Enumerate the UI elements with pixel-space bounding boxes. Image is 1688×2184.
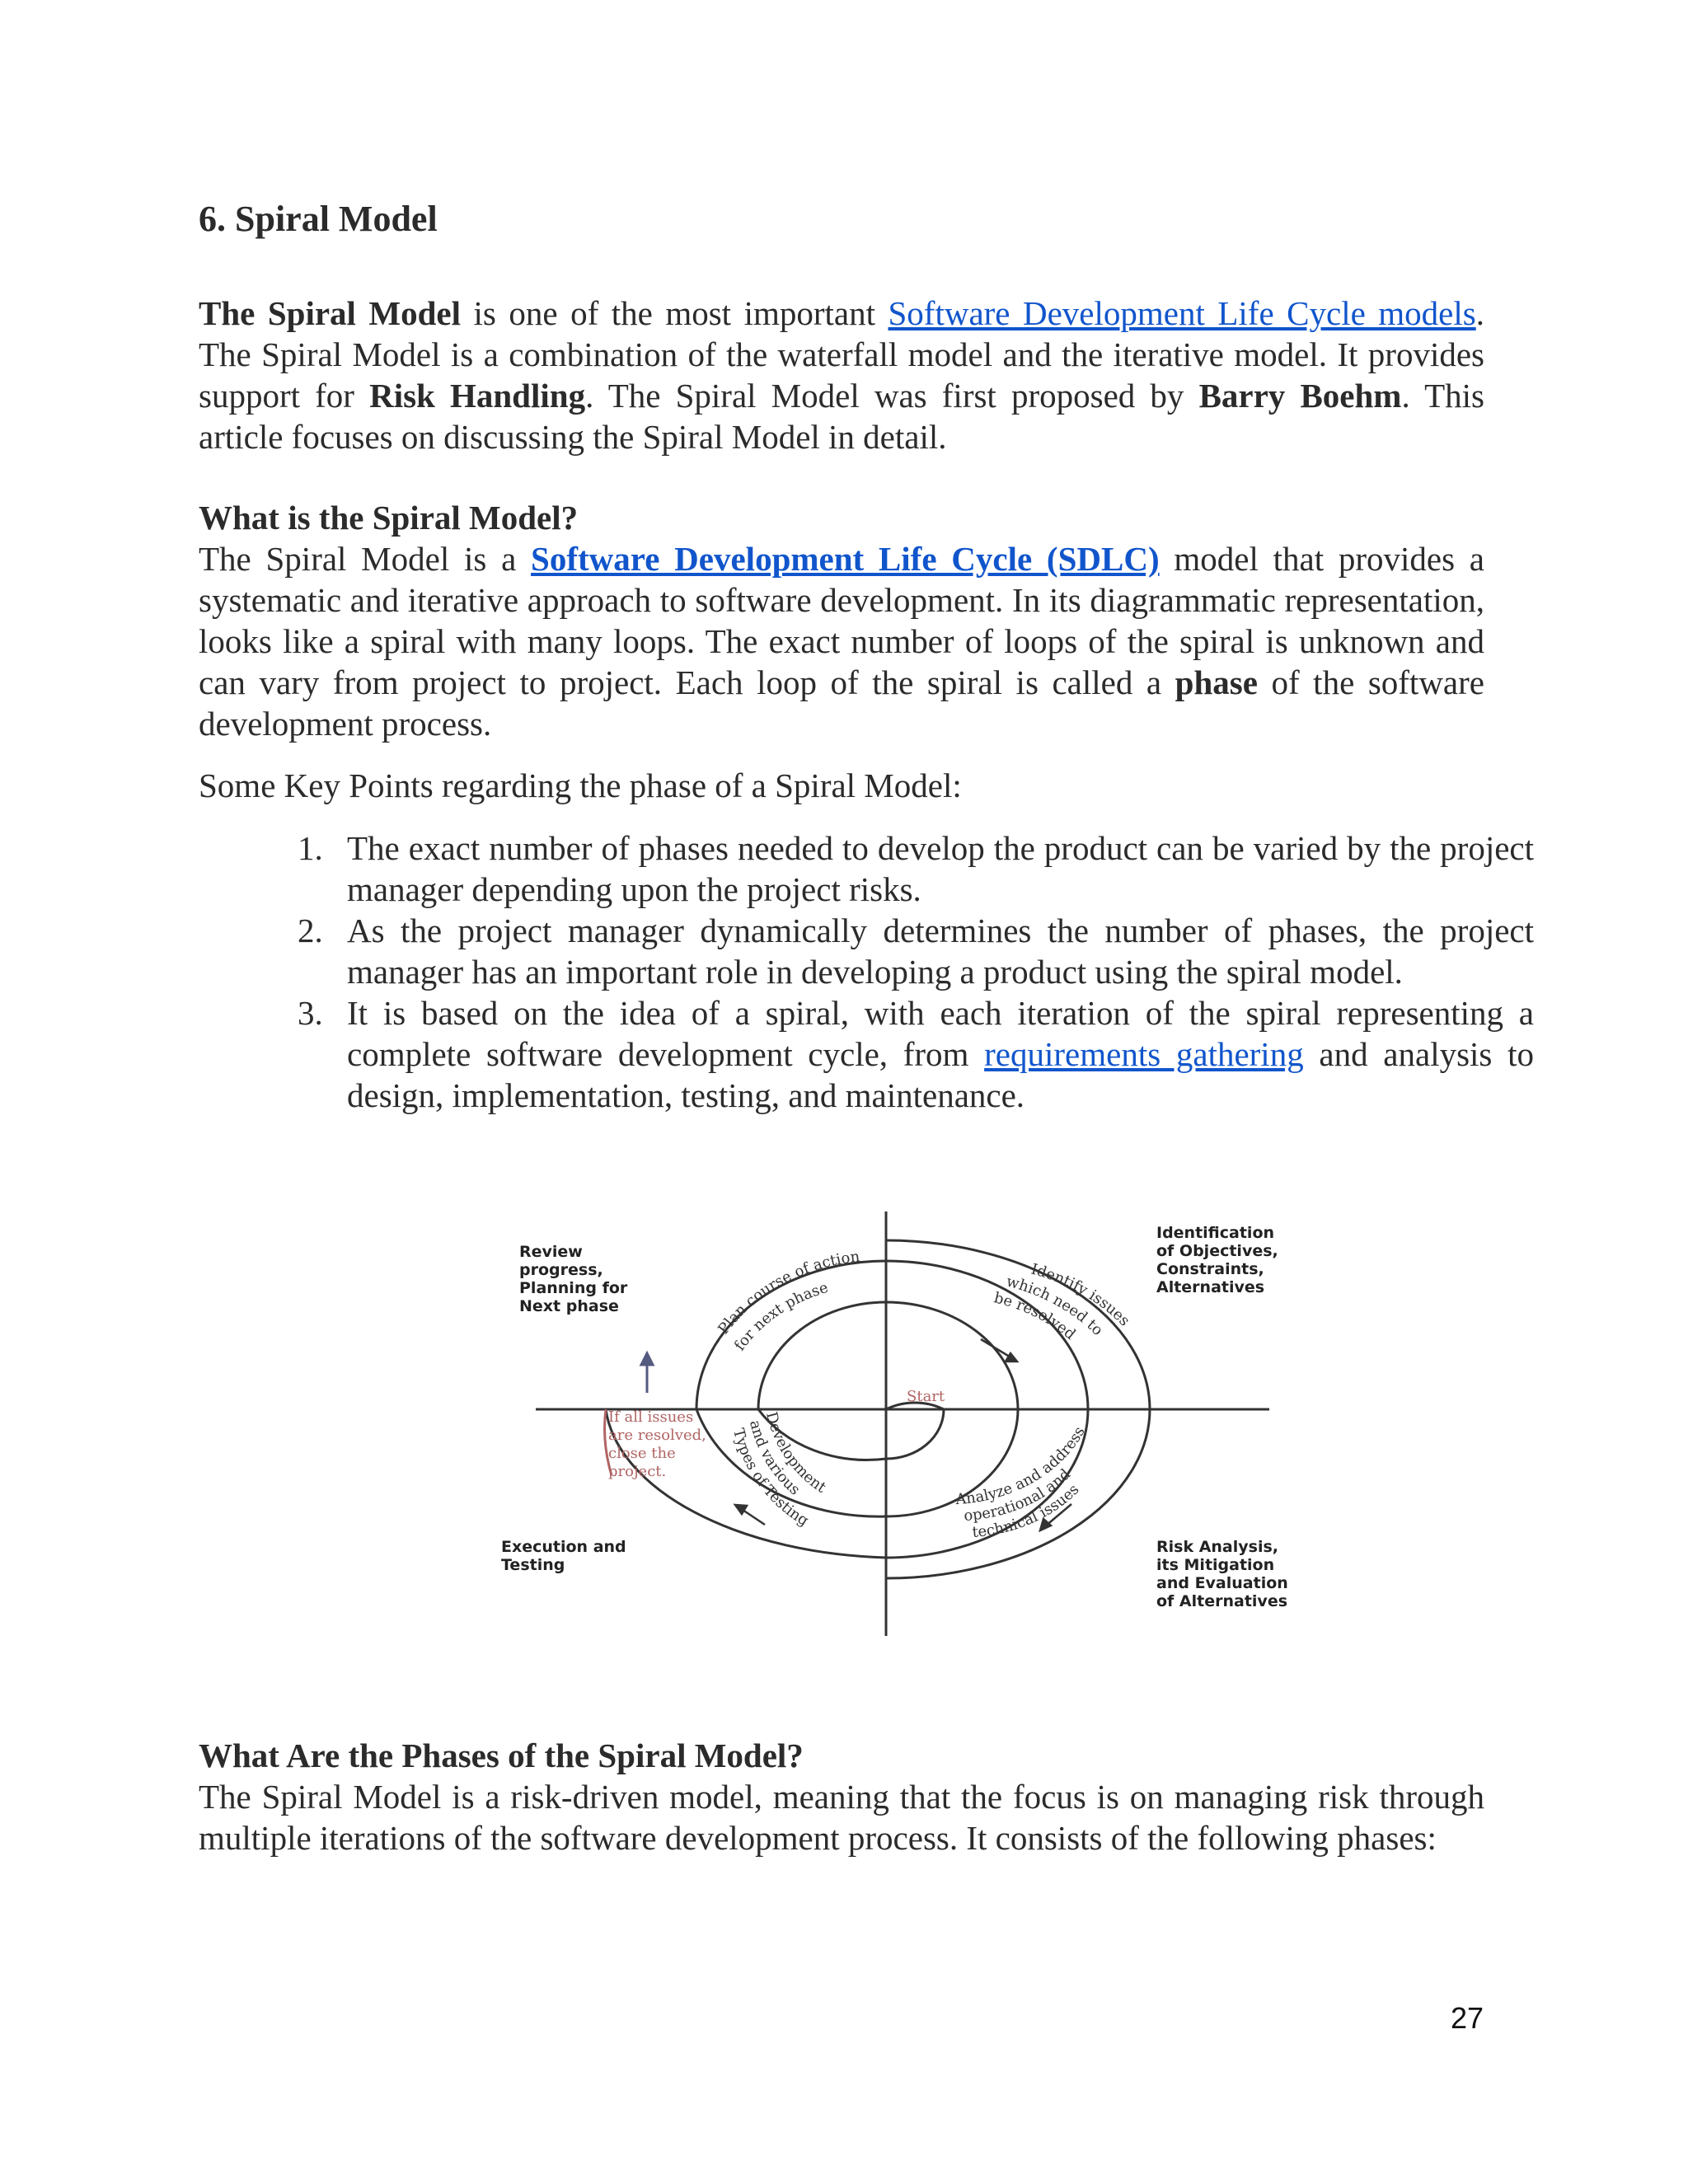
list-text: It is based on the idea of a spiral, with each iteration of the spiral representing a complete software development cycle, from <box>347 994 1534 1073</box>
quadrant-label-top-left <box>519 1243 633 1315</box>
spiral-model-diagram <box>495 1203 1335 1648</box>
start-label: Start <box>907 1388 945 1405</box>
requirements-gathering-link[interactable]: requirements gathering <box>984 1035 1304 1073</box>
intro-paragraph <box>199 293 1484 457</box>
quadrant-label-top-right <box>1156 1224 1283 1296</box>
arrow-up-icon <box>641 1353 653 1365</box>
arc-line: Types of Testing <box>729 1426 812 1530</box>
phase-bold: phase <box>1175 663 1258 701</box>
list-item <box>298 992 1534 1116</box>
note-line: project. <box>608 1463 667 1480</box>
close-project-note <box>608 1408 711 1480</box>
up-arrow <box>641 1353 653 1393</box>
label-line: Constraints, <box>1156 1260 1264 1278</box>
label-line: of Objectives, <box>1156 1242 1278 1260</box>
list-number: 2. <box>298 912 323 949</box>
phases-paragraph: The Spiral Model is a risk-driven model, meaning that the focus is on managing risk through multiple iterations of the software development process. It consists of the following phases: <box>199 1778 1484 1857</box>
label-line: Next phase <box>519 1297 619 1315</box>
section-heading: 6. Spiral Model <box>199 199 438 239</box>
barry-boehm-bold: Barry Boehm <box>1198 377 1402 415</box>
intro-bold-lead: The Spiral Model <box>199 294 462 332</box>
arc-line: for next phase <box>730 1278 831 1354</box>
list-text: The exact number of phases needed to develop the product can be varied by the project manager depending upon the project risks. <box>347 829 1534 908</box>
risk-handling-bold: Risk Handling <box>369 377 586 415</box>
page-number: 27 <box>1450 2001 1484 2035</box>
note-line: close the <box>608 1445 676 1462</box>
plan-course-label <box>715 1248 860 1338</box>
arc-line: Development <box>762 1409 829 1497</box>
arc-line: be resolved <box>992 1289 1079 1343</box>
intro-text: is one of the most important <box>461 294 889 332</box>
sdlc-link[interactable]: Software Development Life Cycle (SDLC) <box>531 540 1160 578</box>
arc-line: technical issues <box>971 1480 1083 1542</box>
label-line: Identification <box>1156 1224 1275 1242</box>
quadrant-label-bottom-left <box>501 1538 631 1574</box>
label-line: its Mitigation <box>1156 1556 1275 1574</box>
label-line: Alternatives <box>1156 1278 1265 1296</box>
list-number: 3. <box>298 994 323 1032</box>
intro-text: . The Spiral Model was first proposed by <box>585 377 1199 415</box>
what-is-heading: What is the Spiral Model? <box>199 499 579 537</box>
intro-text: . The Spiral Model is a combination of the waterfall model and the iterative model. It provides support for <box>199 294 1484 415</box>
label-line: Review <box>519 1243 583 1261</box>
label-line: Risk Analysis, <box>1156 1538 1279 1556</box>
list-item <box>298 910 1534 992</box>
label-line: progress, <box>519 1261 603 1279</box>
list-number: 1. <box>298 829 323 867</box>
arc-line: operational and <box>963 1465 1075 1526</box>
list-text: and analysis to design, implementation, testing, and maintenance. <box>347 1035 1534 1114</box>
key-points-list <box>298 827 1534 1116</box>
key-points-intro: Some Key Points regarding the phase of a Spiral Model: <box>199 766 962 804</box>
what-text: model that provides a systematic and iterative approach to software development. In its diagrammatic representation, looks like a spiral with many loops. The exact number of loops of the spiral is unknown and can vary from project to project. Each loop of the spiral is called a <box>199 540 1484 701</box>
arc-line: and various <box>746 1418 804 1499</box>
note-line: are resolved, <box>608 1427 706 1444</box>
note-line: If all issues <box>608 1408 694 1426</box>
arrow-line <box>981 1339 1012 1358</box>
intro-text: . This article focuses on discussing the Spiral Model in detail. <box>199 377 1484 456</box>
label-line: Testing <box>501 1556 565 1574</box>
list-text: As the project manager dynamically determines the number of phases, the project manager has an important role in developing a product using the spiral model. <box>347 912 1534 991</box>
label-line: and Evaluation <box>1156 1574 1288 1592</box>
arc-line: Identify issues <box>1029 1260 1133 1330</box>
arc-line: which need to <box>1004 1272 1107 1339</box>
label-line: of Alternatives <box>1156 1592 1288 1610</box>
inner-loop <box>886 1403 944 1459</box>
what-text: The Spiral Model is a <box>199 540 532 578</box>
phases-heading: What Are the Phases of the Spiral Model? <box>199 1736 804 1774</box>
label-line: Planning for <box>519 1279 628 1297</box>
arc-line: Analyze and address <box>954 1423 1089 1509</box>
what-text: of the software development process. <box>199 663 1484 743</box>
label-line: Execution and <box>501 1538 626 1556</box>
arc-line: Plan course of action <box>715 1248 861 1338</box>
quadrant-label-bottom-right <box>1156 1538 1293 1610</box>
list-item <box>298 827 1534 910</box>
what-is-paragraph <box>199 538 1484 744</box>
sdlc-models-link[interactable]: Software Development Life Cycle models <box>888 294 1476 332</box>
